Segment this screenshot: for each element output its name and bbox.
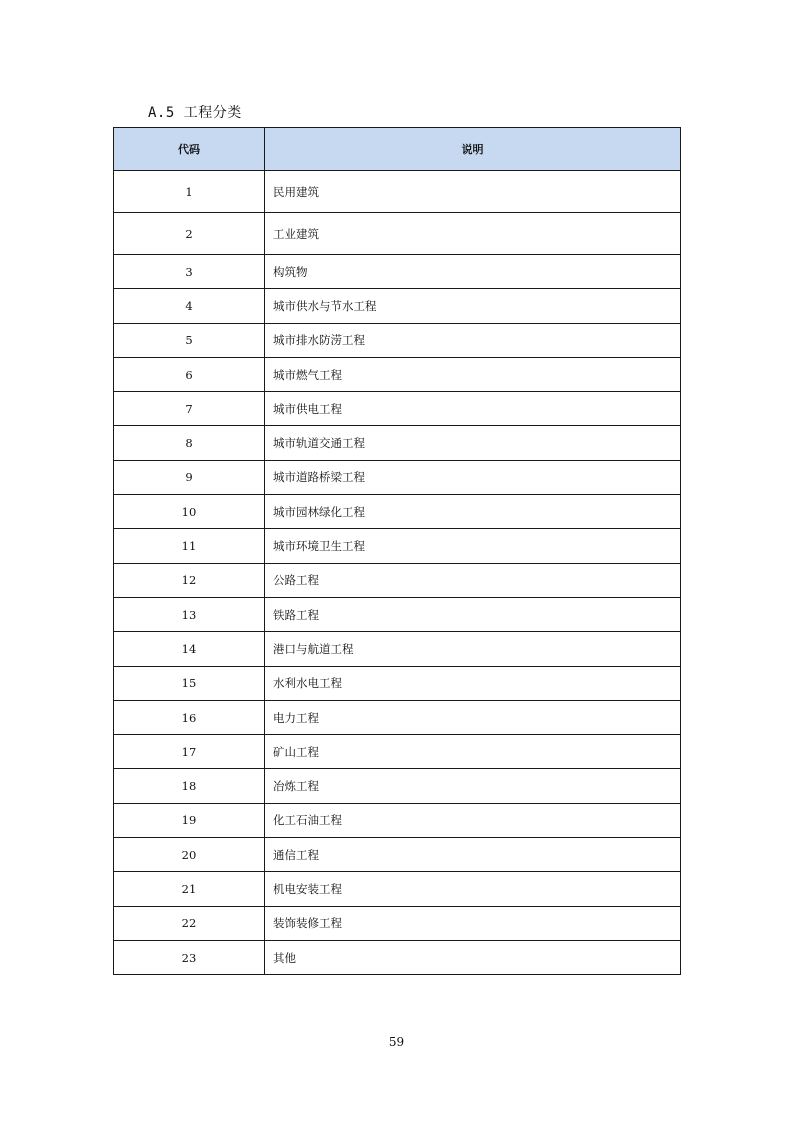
row-description: 矿山工程 <box>265 735 681 769</box>
row-description: 其他 <box>265 940 681 974</box>
table-row <box>114 872 681 906</box>
table-row <box>114 495 681 529</box>
row-description: 城市排水防涝工程 <box>265 323 681 357</box>
column-header-description: 说明 <box>265 128 681 171</box>
row-description: 铁路工程 <box>265 597 681 631</box>
row-code: 18 <box>114 769 265 803</box>
section-title: A.5 工程分类 <box>148 105 242 121</box>
column-header-code: 代码 <box>114 128 265 171</box>
row-code: 11 <box>114 529 265 563</box>
row-description: 城市园林绿化工程 <box>265 495 681 529</box>
table-row <box>114 700 681 734</box>
row-description: 工业建筑 <box>265 213 681 255</box>
table-row <box>114 906 681 940</box>
row-code: 16 <box>114 700 265 734</box>
table-row <box>114 255 681 289</box>
row-code: 20 <box>114 838 265 872</box>
row-code: 1 <box>114 171 265 213</box>
row-code: 13 <box>114 597 265 631</box>
engineering-classification-table <box>113 127 681 975</box>
row-description: 城市燃气工程 <box>265 357 681 391</box>
row-description: 通信工程 <box>265 838 681 872</box>
row-code: 23 <box>114 940 265 974</box>
table-row <box>114 529 681 563</box>
row-description: 公路工程 <box>265 563 681 597</box>
row-code: 12 <box>114 563 265 597</box>
table-row <box>114 838 681 872</box>
row-description: 机电安装工程 <box>265 872 681 906</box>
table-row <box>114 357 681 391</box>
row-code: 14 <box>114 632 265 666</box>
row-code: 15 <box>114 666 265 700</box>
row-description: 城市供电工程 <box>265 392 681 426</box>
row-description: 水利水电工程 <box>265 666 681 700</box>
table-row <box>114 735 681 769</box>
row-code: 3 <box>114 255 265 289</box>
row-code: 22 <box>114 906 265 940</box>
table-row <box>114 632 681 666</box>
row-code: 6 <box>114 357 265 391</box>
row-description: 化工石油工程 <box>265 803 681 837</box>
row-code: 8 <box>114 426 265 460</box>
row-description: 城市供水与节水工程 <box>265 289 681 323</box>
row-description: 冶炼工程 <box>265 769 681 803</box>
row-code: 7 <box>114 392 265 426</box>
table-row <box>114 803 681 837</box>
row-code: 21 <box>114 872 265 906</box>
row-description: 电力工程 <box>265 700 681 734</box>
row-code: 9 <box>114 460 265 494</box>
row-description: 城市道路桥梁工程 <box>265 460 681 494</box>
table-header-row <box>114 128 681 171</box>
row-code: 10 <box>114 495 265 529</box>
table-row <box>114 426 681 460</box>
table-row <box>114 392 681 426</box>
table-row <box>114 323 681 357</box>
table-row <box>114 940 681 974</box>
row-code: 5 <box>114 323 265 357</box>
table-row <box>114 460 681 494</box>
row-description: 城市轨道交通工程 <box>265 426 681 460</box>
page-number: 59 <box>388 1035 405 1049</box>
row-description: 港口与航道工程 <box>265 632 681 666</box>
row-description: 城市环境卫生工程 <box>265 529 681 563</box>
table-row <box>114 289 681 323</box>
table-row <box>114 597 681 631</box>
row-code: 19 <box>114 803 265 837</box>
table-row <box>114 171 681 213</box>
row-description: 民用建筑 <box>265 171 681 213</box>
row-description: 构筑物 <box>265 255 681 289</box>
table-row <box>114 666 681 700</box>
table-row <box>114 213 681 255</box>
row-code: 17 <box>114 735 265 769</box>
table-row <box>114 563 681 597</box>
table-row <box>114 769 681 803</box>
row-code: 2 <box>114 213 265 255</box>
row-code: 4 <box>114 289 265 323</box>
row-description: 装饰装修工程 <box>265 906 681 940</box>
